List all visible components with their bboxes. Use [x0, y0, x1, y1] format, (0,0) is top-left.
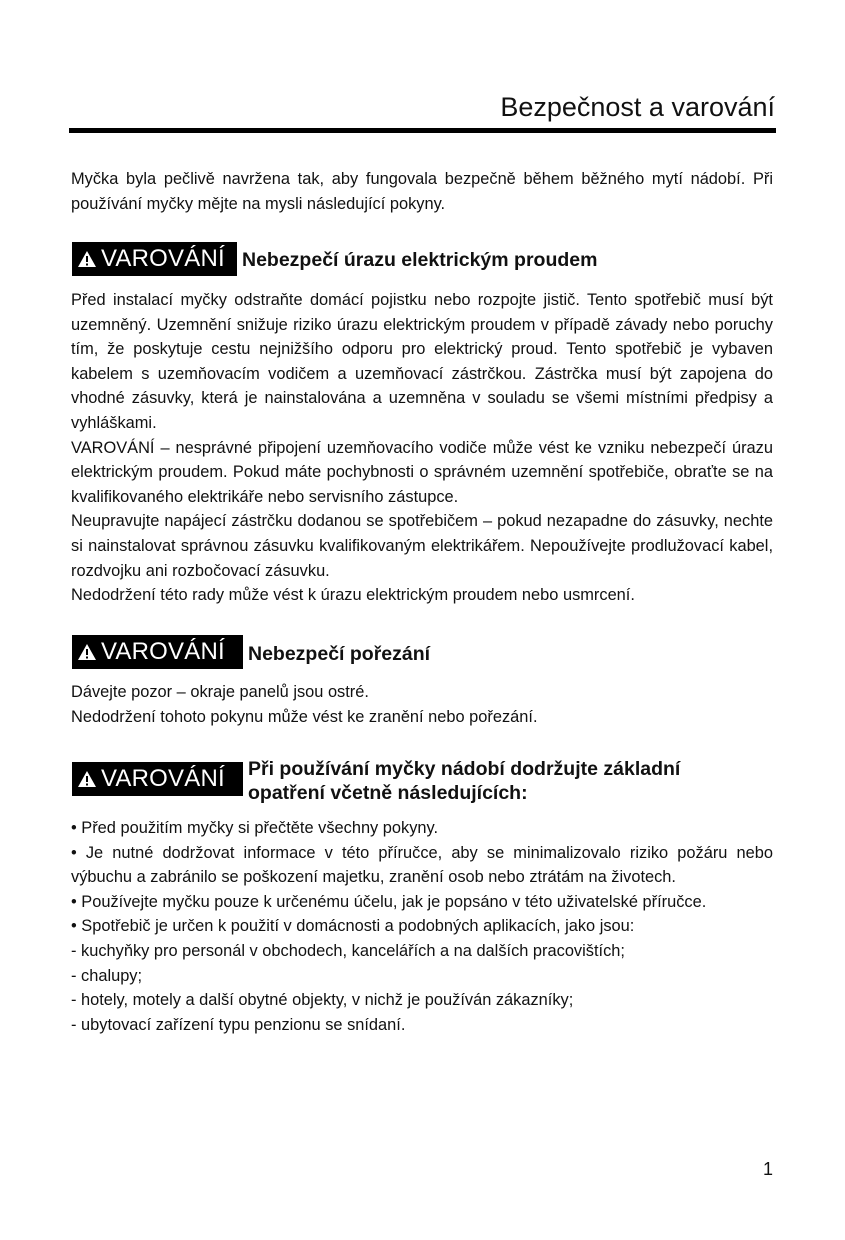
- warning-badge: [72, 762, 243, 796]
- warning-triangle-icon: [77, 250, 97, 268]
- section-heading-precautions: [248, 757, 680, 805]
- paragraph: Před instalací myčky odstraňte domácí pojistku nebo rozpojte jistič. Tento spotřebič musí být uzemněný. Uzemnění snižuje riziko úrazu elektrickým proudem v případě závady nebo poruchy tím, že poskytuje cestu nejnižšího odporu pro elektrický proud. Tento spotřebič je vybaven kabelem s uzemňovacím vodičem a uzemňovací zástrčkou. Zástrčka musí být zapojena do vhodné zásuvky, která je nainstalována a uzemněna v souladu se všemi místními předpisy a vyhláškami.: [71, 291, 773, 432]
- list-item: • Je nutné dodržovat informace v této příručce, aby se minimalizovalo riziko požáru nebo výbuchu a zabránilo se poškození majetku, zranění osob nebo ztrátám na životech.: [71, 843, 773, 887]
- warning-label: VAROVÁNÍ: [101, 245, 225, 272]
- section-heading-electric: Nebezpečí úrazu elektrickým proudem: [242, 249, 598, 271]
- section-body-cuts: [71, 680, 773, 729]
- paragraph: Nedodržení tohoto pokynu může vést ke zranění nebo pořezání.: [71, 707, 538, 726]
- page-number: 1: [762, 1159, 773, 1179]
- warning-label: VAROVÁNÍ: [101, 765, 225, 792]
- list-item: - kuchyňky pro personál v obchodech, kancelářích a na dalších pracovištích;: [71, 941, 625, 960]
- precautions-list: [71, 816, 773, 1037]
- list-item: - ubytovací zařízení typu penzionu se snídaní.: [71, 1015, 406, 1034]
- intro-paragraph: [71, 167, 773, 216]
- list-item: - chalupy;: [71, 966, 143, 985]
- warning-badge: [72, 242, 237, 276]
- list-item: • Před použitím myčky si přečtěte všechny pokyny.: [71, 819, 439, 837]
- intro-text: Myčka byla pečlivě navržena tak, aby fungovala bezpečně během běžného mytí nádobí. Při používání myčky mějte na mysli následující pokyny.: [71, 170, 773, 213]
- list-item: • Spotřebič je určen k použití v domácnosti a podobných aplikacích, jako jsou:: [71, 917, 635, 936]
- list-item: - hotely, motely a další obytné objekty, v nichž je používán zákazníky;: [71, 991, 574, 1010]
- section-heading-cuts: Nebezpečí pořezání: [248, 643, 431, 665]
- heading-line: Při používání myčky nádobí dodržujte základní: [248, 758, 681, 780]
- warning-label: VAROVÁNÍ: [101, 638, 225, 665]
- paragraph: Dávejte pozor – okraje panelů jsou ostré.: [71, 683, 369, 701]
- paragraph: Nedodržení této rady může vést k úrazu elektrickým proudem nebo usmrcení.: [71, 586, 635, 605]
- heading-line: opatření včetně následujících:: [248, 782, 528, 804]
- paragraph: VAROVÁNÍ – nesprávné připojení uzemňovacího vodiče může vést ke vzniku nebezpečí úrazu elektrickým proudem. Pokud máte pochybnosti o správném uzemnění spotřebiče, obraťte se na kvalifikovaného elektrikáře nebo servisního zástupce.: [71, 438, 773, 506]
- header-rule: [69, 128, 776, 133]
- paragraph: Neupravujte napájecí zástrčku dodanou se spotřebičem – pokud nezapadne do zásuvky, nechte si nainstalovat správnou zásuvku kvalifikovaným elektrikářem. Nepoužívejte prodlužovací kabel, rozdvojku ani rozbočovací zásuvku.: [71, 512, 773, 580]
- warning-triangle-icon: [77, 770, 97, 788]
- warning-triangle-icon: [77, 643, 97, 661]
- section-body-electric: [71, 288, 773, 608]
- page-title: Bezpečnost a varování: [500, 92, 775, 122]
- list-item: • Používejte myčku pouze k určenému účelu, jak je popsáno v této uživatelské příručce.: [71, 892, 707, 911]
- warning-badge: [72, 635, 243, 669]
